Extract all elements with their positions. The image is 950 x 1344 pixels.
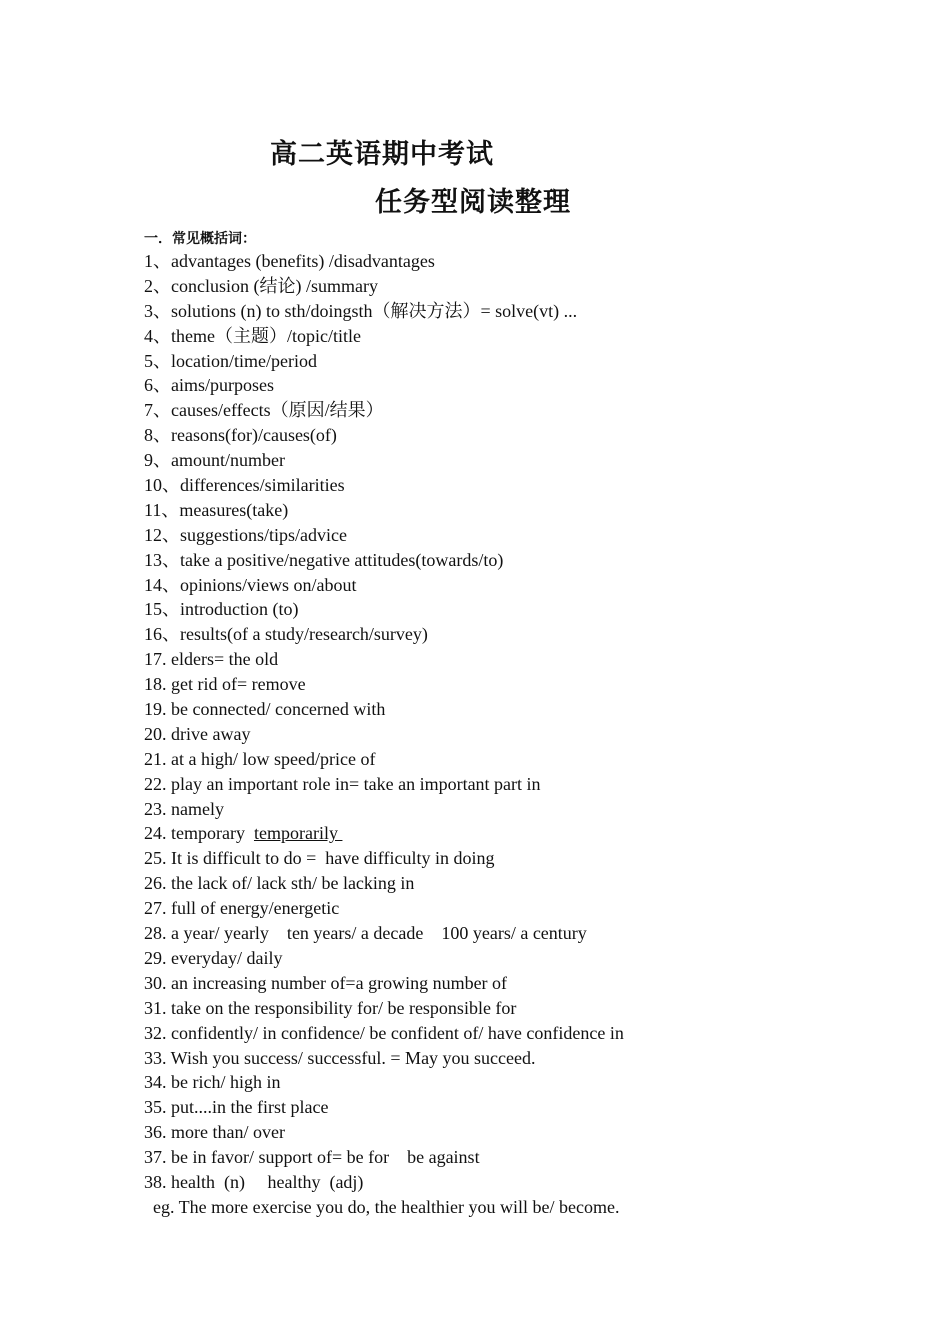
- list-item-24-text: 24. temporary: [144, 823, 254, 844]
- list-item: 10、differences/similarities: [144, 475, 345, 496]
- list-item: 3、solutions (n) to sth/doingsth（解决方法）= solve(vt) ...: [144, 300, 578, 321]
- list-item: 18. get rid of= remove: [144, 674, 306, 695]
- list-item: 34. be rich/ high in: [144, 1072, 281, 1093]
- list-item: 30. an increasing number of=a growing number of: [144, 972, 508, 993]
- document-title: 高二英语期中考试: [270, 139, 494, 170]
- list-item: 31. take on the responsibility for/ be responsible for: [144, 997, 517, 1018]
- document-subtitle: 任务型阅读整理: [375, 187, 571, 218]
- list-item: 8、reasons(for)/causes(of): [144, 425, 337, 446]
- list-item-24: [144, 821, 624, 846]
- list-item: 26. the lack of/ lack sth/ be lacking in: [144, 873, 415, 894]
- list-item: 22. play an important role in= take an important part in: [144, 773, 541, 794]
- list-item: 37. be in favor/ support of= be for be against: [144, 1147, 480, 1168]
- list-item: 27. full of energy/energetic: [144, 898, 340, 919]
- list-item: 1、advantages (benefits) /disadvantages: [144, 251, 435, 271]
- list-item: 35. put....in the first place: [144, 1097, 329, 1118]
- list-item: 29. everyday/ daily: [144, 947, 283, 968]
- list-item: 16、results(of a study/research/survey): [144, 624, 428, 645]
- underlined-word: temporarily: [253, 823, 343, 844]
- list-item: 32. confidently/ in confidence/ be confident of/ have confidence in: [144, 1022, 624, 1043]
- list-item: 20. drive away: [144, 723, 251, 744]
- list-item: 5、location/time/period: [144, 350, 317, 371]
- vocabulary-list: [144, 249, 624, 1195]
- section-heading: 一．常见概括词：: [144, 231, 256, 247]
- list-item: 2、conclusion (结论) /summary: [144, 275, 378, 296]
- list-item: 7、causes/effects（原因/结果）: [144, 400, 384, 421]
- list-item: 33. Wish you success/ successful. = May you succeed.: [144, 1047, 536, 1068]
- list-item: 9、amount/number: [144, 450, 285, 471]
- list-item: 19. be connected/ concerned with: [144, 699, 386, 720]
- list-item: 12、suggestions/tips/advice: [144, 524, 347, 545]
- list-item: 38. health (n) healthy (adj): [144, 1171, 364, 1192]
- list-item: 23. namely: [144, 798, 224, 819]
- list-item: 21. at a high/ low speed/price of: [144, 748, 376, 769]
- list-item: 6、aims/purposes: [144, 375, 274, 396]
- list-item: 25. It is difficult to do = have difficulty in doing: [144, 848, 495, 869]
- list-item: 17. elders= the old: [144, 649, 279, 670]
- example-sentence: eg. The more exercise you do, the healthier you will be/ become.: [153, 1197, 620, 1217]
- list-item: 36. more than/ over: [144, 1122, 285, 1143]
- list-item: 4、theme（主题）/topic/title: [144, 325, 361, 346]
- list-item: 14、opinions/views on/about: [144, 574, 357, 595]
- list-item: 28. a year/ yearly ten years/ a decade 100 years/ a century: [144, 923, 587, 944]
- list-item: 13、take a positive/negative attitudes(towards/to): [144, 549, 504, 570]
- list-item: 11、measures(take): [144, 499, 289, 520]
- list-item: 15、introduction (to): [144, 599, 299, 620]
